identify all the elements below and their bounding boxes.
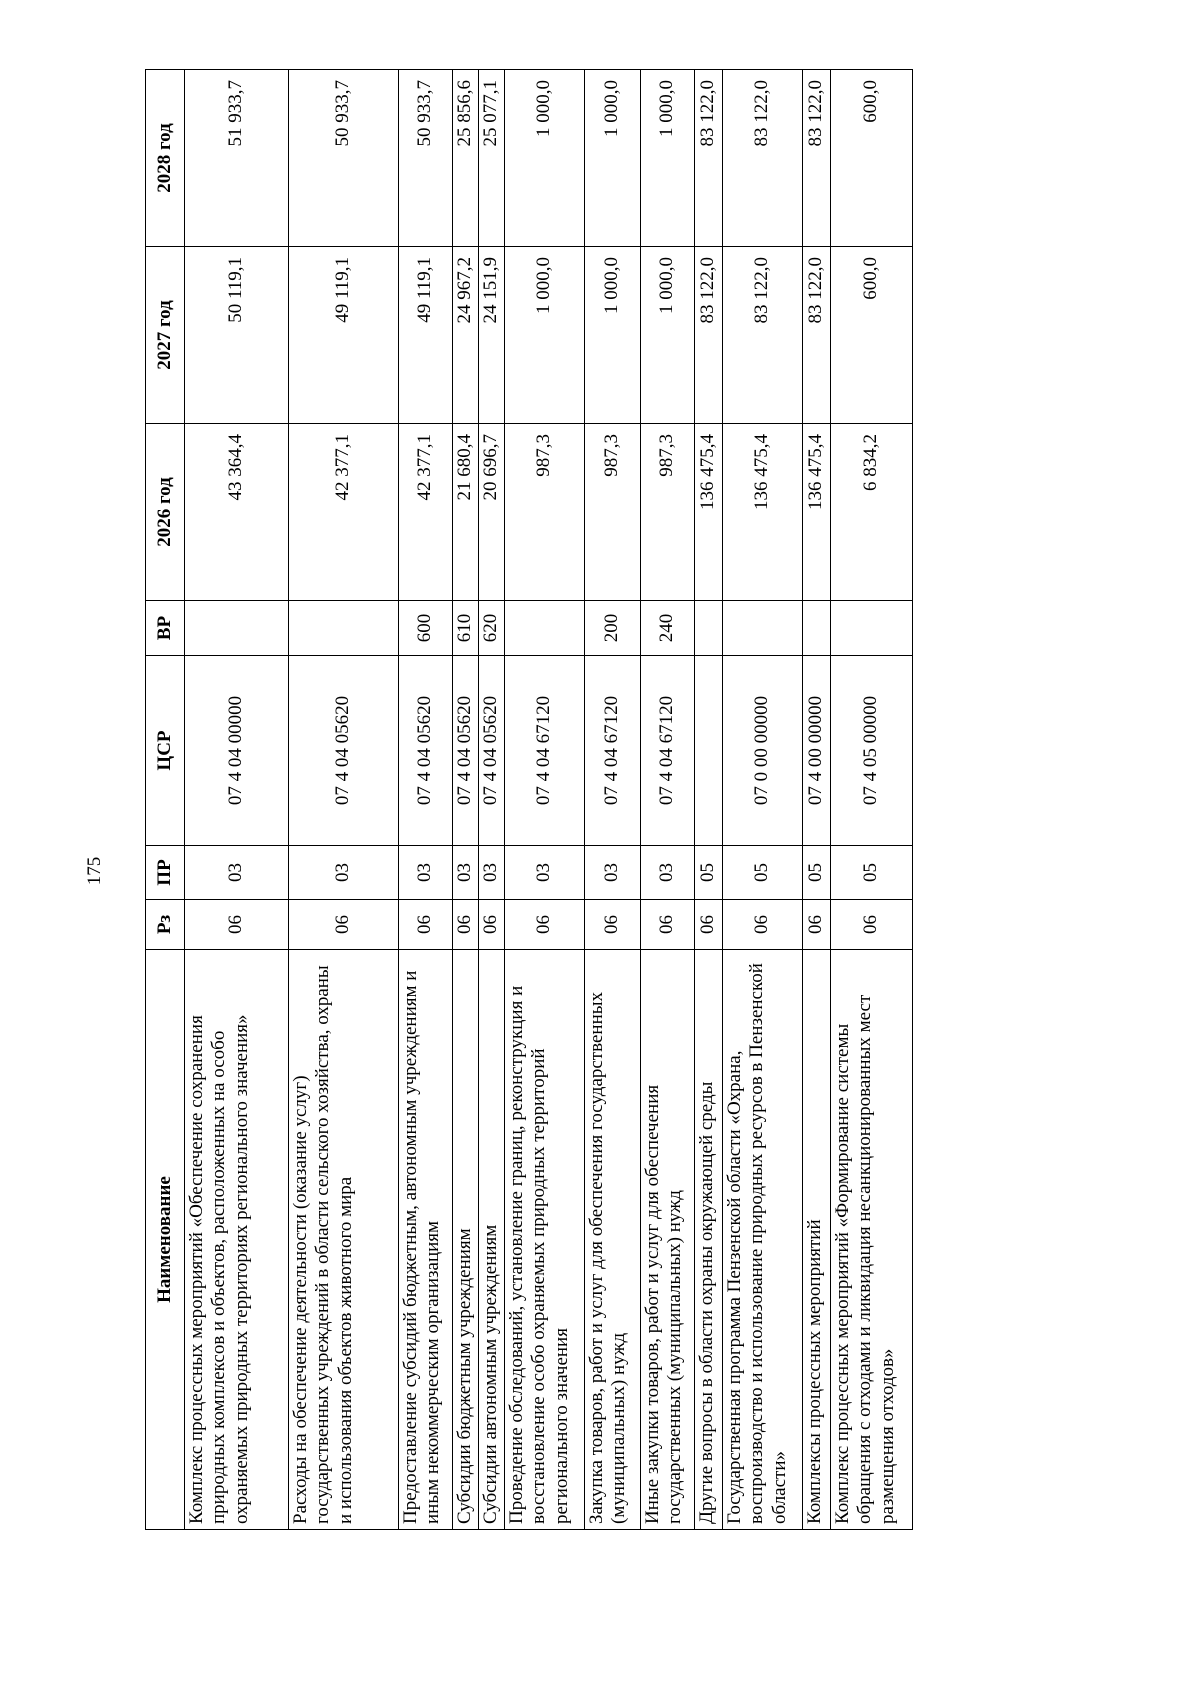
row-2026: 136 475,4 — [695, 424, 723, 601]
row-2026: 6 834,2 — [831, 424, 913, 601]
row-2026: 21 680,4 — [453, 424, 479, 601]
row-2028: 25 856,6 — [453, 70, 479, 247]
header-2028: 2028 год — [146, 70, 185, 247]
budget-table-container — [145, 70, 898, 1530]
row-name: Предоставление субсидий бюджетным, автономным учреждениям и иным некоммерческим организациям — [399, 950, 453, 1530]
row-vr: 610 — [453, 601, 479, 656]
table-row — [641, 70, 695, 1530]
table-row — [695, 70, 723, 1530]
row-name: Расходы на обеспечение деятельности (оказание услуг) государственных учреждений в области сельского хозяйства, охраны и использования объектов животного мира — [289, 950, 399, 1530]
table-header-row — [146, 70, 185, 1530]
row-pr: 03 — [505, 846, 585, 900]
table-row — [831, 70, 913, 1530]
row-pr: 03 — [289, 846, 399, 900]
row-2028: 1 000,0 — [641, 70, 695, 247]
row-pr: 03 — [479, 846, 505, 900]
row-name: Субсидии автономным учреждениям — [479, 950, 505, 1530]
row-name: Субсидии бюджетным учреждениям — [453, 950, 479, 1530]
row-csr: 07 4 04 05620 — [289, 656, 399, 846]
row-pr: 03 — [453, 846, 479, 900]
row-name: Комплекс процессных мероприятий «Формирование системы обращения с отходами и ликвидация несанкционированных мест размещения отходов» — [831, 950, 913, 1530]
row-rz: 06 — [723, 900, 803, 950]
header-name: Наименование — [146, 950, 185, 1530]
row-2027: 50 119,1 — [185, 247, 289, 424]
row-vr: 200 — [585, 601, 641, 656]
row-rz: 06 — [185, 900, 289, 950]
row-csr: 07 4 04 67120 — [505, 656, 585, 846]
row-2028: 1 000,0 — [505, 70, 585, 247]
row-csr — [695, 656, 723, 846]
row-csr: 07 4 00 00000 — [803, 656, 831, 846]
header-csr: ЦСР — [146, 656, 185, 846]
row-2026: 987,3 — [585, 424, 641, 601]
row-pr: 03 — [585, 846, 641, 900]
row-rz: 06 — [585, 900, 641, 950]
row-2028: 83 122,0 — [723, 70, 803, 247]
row-rz: 06 — [453, 900, 479, 950]
row-2027: 49 119,1 — [289, 247, 399, 424]
table-row — [723, 70, 803, 1530]
row-pr: 03 — [641, 846, 695, 900]
row-csr: 07 4 05 00000 — [831, 656, 913, 846]
header-2027: 2027 год — [146, 247, 185, 424]
row-2027: 24 151,9 — [479, 247, 505, 424]
row-name: Комплексы процессных мероприятий — [803, 950, 831, 1530]
row-vr — [695, 601, 723, 656]
table-row — [289, 70, 399, 1530]
row-2028: 50 933,7 — [399, 70, 453, 247]
row-name: Другие вопросы в области охраны окружающей среды — [695, 950, 723, 1530]
row-2026: 136 475,4 — [803, 424, 831, 601]
table-row — [585, 70, 641, 1530]
table-row — [453, 70, 479, 1530]
row-pr: 03 — [399, 846, 453, 900]
row-pr: 05 — [695, 846, 723, 900]
row-pr: 05 — [803, 846, 831, 900]
row-2027: 83 122,0 — [723, 247, 803, 424]
row-vr: 620 — [479, 601, 505, 656]
row-rz: 06 — [289, 900, 399, 950]
row-2027: 600,0 — [831, 247, 913, 424]
table-row — [399, 70, 453, 1530]
row-pr: 05 — [723, 846, 803, 900]
row-name: Проведение обследований, установление границ, реконструкция и восстановление особо охраняемых природных территорий регионального значения — [505, 950, 585, 1530]
header-pr: ПР — [146, 846, 185, 900]
row-2027: 49 119,1 — [399, 247, 453, 424]
page-number: 175 — [84, 856, 105, 886]
row-2027: 24 967,2 — [453, 247, 479, 424]
row-vr — [185, 601, 289, 656]
row-rz: 06 — [831, 900, 913, 950]
row-rz: 06 — [399, 900, 453, 950]
row-2026: 987,3 — [641, 424, 695, 601]
row-csr: 07 4 04 67120 — [585, 656, 641, 846]
row-vr — [289, 601, 399, 656]
row-rz: 06 — [695, 900, 723, 950]
row-rz: 06 — [505, 900, 585, 950]
row-2028: 1 000,0 — [585, 70, 641, 247]
row-csr: 07 4 04 05620 — [479, 656, 505, 846]
row-name: Иные закупки товаров, работ и услуг для обеспечения государственных (муниципальных) нужд — [641, 950, 695, 1530]
table-row — [185, 70, 289, 1530]
row-2026: 20 696,7 — [479, 424, 505, 601]
row-vr — [723, 601, 803, 656]
row-pr: 05 — [831, 846, 913, 900]
row-2028: 83 122,0 — [695, 70, 723, 247]
row-2027: 1 000,0 — [585, 247, 641, 424]
row-csr: 07 4 04 67120 — [641, 656, 695, 846]
row-csr: 07 4 04 00000 — [185, 656, 289, 846]
row-csr: 07 0 00 00000 — [723, 656, 803, 846]
row-csr: 07 4 04 05620 — [399, 656, 453, 846]
row-2028: 51 933,7 — [185, 70, 289, 247]
table-row — [803, 70, 831, 1530]
row-2028: 50 933,7 — [289, 70, 399, 247]
row-2028: 83 122,0 — [803, 70, 831, 247]
row-vr — [803, 601, 831, 656]
row-vr: 240 — [641, 601, 695, 656]
row-2028: 25 077,1 — [479, 70, 505, 247]
row-2026: 43 364,4 — [185, 424, 289, 601]
budget-table — [145, 69, 913, 1530]
row-2027: 83 122,0 — [803, 247, 831, 424]
header-vr: ВР — [146, 601, 185, 656]
table-row — [505, 70, 585, 1530]
row-vr: 600 — [399, 601, 453, 656]
row-2026: 42 377,1 — [289, 424, 399, 601]
row-rz: 06 — [641, 900, 695, 950]
row-name: Закупка товаров, работ и услуг для обеспечения государственных (муниципальных) нужд — [585, 950, 641, 1530]
header-rz: Рз — [146, 900, 185, 950]
row-2027: 1 000,0 — [641, 247, 695, 424]
table-row — [479, 70, 505, 1530]
row-name: Комплекс процессных мероприятий «Обеспечение сохранения природных комплексов и объектов, расположенных на особо охраняемых природных территориях регионального значения» — [185, 950, 289, 1530]
row-2028: 600,0 — [831, 70, 913, 247]
row-name: Государственная программа Пензенской области «Охрана, воспроизводство и использование природных ресурсов в Пензенской области» — [723, 950, 803, 1530]
row-2027: 1 000,0 — [505, 247, 585, 424]
row-2027: 83 122,0 — [695, 247, 723, 424]
row-rz: 06 — [803, 900, 831, 950]
row-csr: 07 4 04 05620 — [453, 656, 479, 846]
row-pr: 03 — [185, 846, 289, 900]
row-2026: 42 377,1 — [399, 424, 453, 601]
row-rz: 06 — [479, 900, 505, 950]
row-vr — [831, 601, 913, 656]
header-2026: 2026 год — [146, 424, 185, 601]
row-2026: 987,3 — [505, 424, 585, 601]
row-vr — [505, 601, 585, 656]
row-2026: 136 475,4 — [723, 424, 803, 601]
